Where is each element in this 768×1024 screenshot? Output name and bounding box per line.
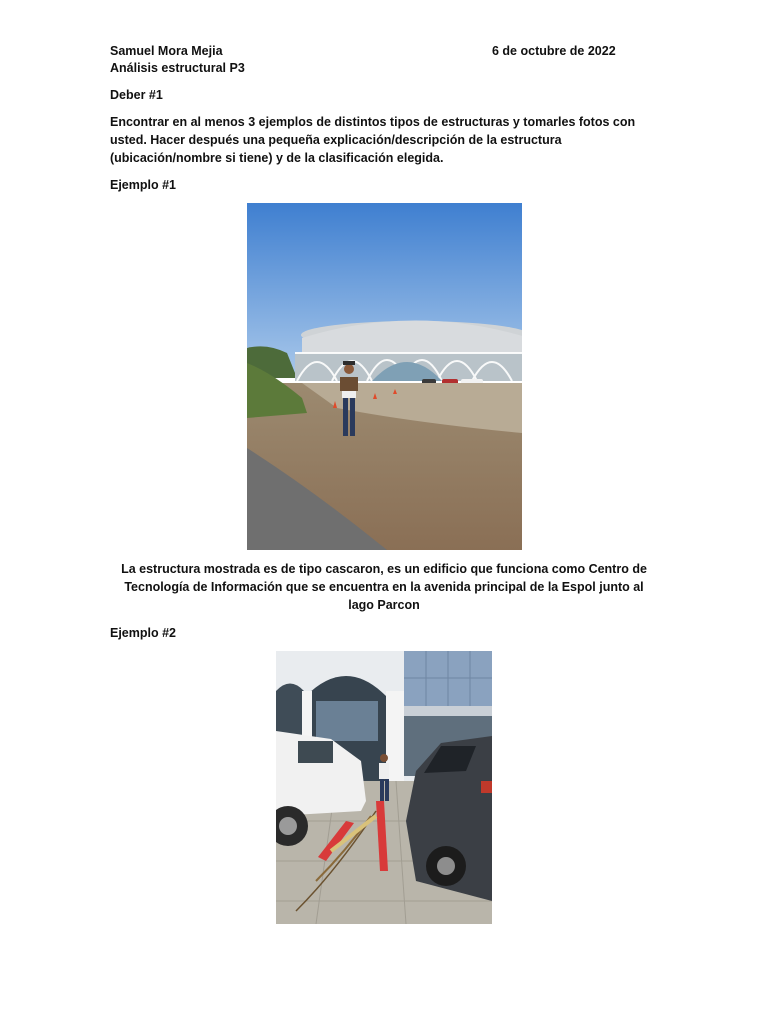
author-name: Samuel Mora Mejia [110, 44, 223, 58]
course-name: Análisis estructural P3 [110, 61, 245, 75]
example-1-title: Ejemplo #1 [110, 178, 176, 192]
example-2-photo [276, 651, 492, 924]
instructions-paragraph: Encontrar en al menos 3 ejemplos de distintos tipos de estructuras y tomarles fotos con usted. Hacer después una pequeña explicación/descripción de la estructura (ubicación/nombre si tiene) y de la clasificación elegida. [110, 115, 636, 165]
example-2-title: Ejemplo #2 [110, 626, 176, 640]
homework-title: Deber #1 [110, 88, 163, 102]
example-1-photo [247, 203, 522, 550]
document-date: 6 de octubre de 2022 [492, 44, 616, 58]
example-1-caption: La estructura mostrada es de tipo cascaron, es un edificio que funciona como Centro de Tecnología de Información que se encuentra en la avenida principal de la Espol junto al lago Parcon [121, 562, 647, 612]
